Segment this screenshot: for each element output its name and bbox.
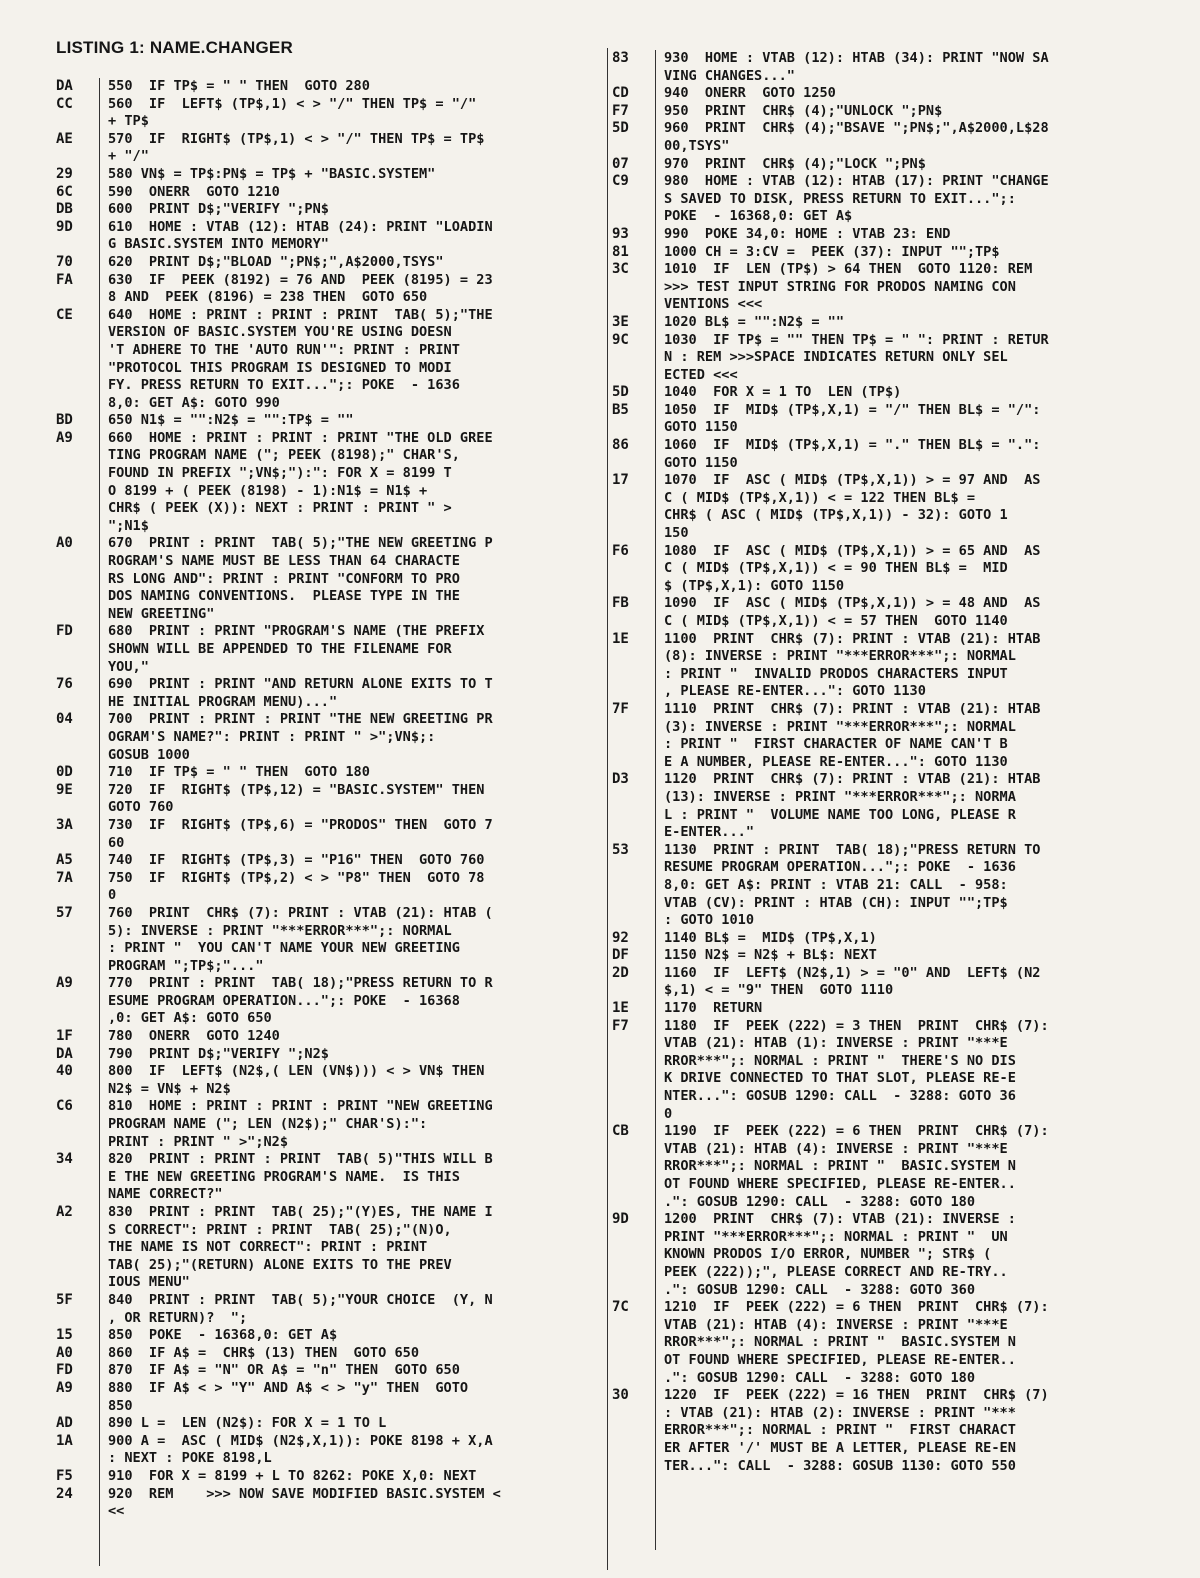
basic-code: 740 IF RIGHT$ (TP$,3) = "P16" THEN GOTO 760 (108, 852, 485, 869)
basic-code: 1020 BL$ = "":N2$ = "" (664, 313, 845, 330)
checksum: 34 (56, 1151, 73, 1168)
checksum: D3 (612, 771, 629, 788)
basic-code: 550 IF TP$ = " " THEN GOTO 280 (108, 78, 370, 94)
basic-code: 1080 IF ASC ( MID$ (TP$,X,1)) > = 65 AND AS C ( MID$ (TP$,X,1)) < = 90 THEN BL$ = MID $ (TP$,X,1): GOTO 1150 (664, 542, 1041, 594)
listing-line (56, 1345, 604, 1363)
basic-code: 810 HOME : PRINT : PRINT : PRINT "NEW GREETING PROGRAM NAME ("; LEN (N2$);" CHAR'S):": PRINT : PRINT " >";N2$ (108, 1098, 493, 1150)
checksum: 9C (612, 331, 629, 348)
basic-code: 1130 PRINT : PRINT TAB( 18);"PRESS RETURN TO RESUME PROGRAM OPERATION...";: POKE - 1636 8,0: GET A$: PRINT : VTAB 21: CALL - 958: VTAB (CV): PRINT : HTAB (CH): INPUT "";TP$ : GOTO 1010 (664, 841, 1041, 929)
checksum: 5D (612, 384, 629, 401)
basic-code: 1150 N2$ = N2$ + BL$: NEXT (664, 947, 877, 964)
listing-title: LISTING 1: NAME.CHANGER (56, 38, 293, 57)
checksum: A5 (56, 852, 73, 869)
checksum: 7F (612, 700, 629, 717)
listing-line (612, 261, 1172, 314)
listing-line (612, 314, 1172, 332)
checksum: AE (56, 130, 73, 147)
listing-line (612, 384, 1172, 402)
checksum: 29 (56, 165, 73, 182)
checksum: 1E (612, 630, 629, 647)
basic-code: 620 PRINT D$;"BLOAD ";PN$;",A$2000,TSYS" (108, 253, 444, 270)
checksum: FB (612, 595, 629, 612)
checksum: 1A (56, 1432, 73, 1449)
right-column (612, 50, 1172, 1475)
basic-code: 1040 FOR X = 1 TO LEN (TP$) (664, 384, 902, 401)
listing-line (612, 595, 1172, 630)
checksum: 3C (612, 261, 629, 278)
basic-code: 1220 IF PEEK (222) = 16 THEN PRINT CHR$ (7) : VTAB (21): HTAB (2): INVERSE : PRINT "*** ERROR***";: NORMAL : PRINT " FIRST CHARACT ER AFTER '/' MUST BE A LETTER, PLEASE RE-EN TER...": CALL - 3288: GOSUB 1130: GOTO 550 (664, 1387, 1049, 1474)
basic-code: 560 IF LEFT$ (TP$,1) < > "/" THEN TP$ = "/" + TP$ (108, 95, 477, 130)
checksum: 53 (612, 841, 629, 858)
basic-code: 660 HOME : PRINT : PRINT : PRINT "THE OLD GREE TING PROGRAM NAME ("; PEEK (8198);" CHAR'S, FOUND IN PREFIX ";VN$;"):": FOR X = 8199 T O 8199 + ( PEEK (8198) - 1):N1$ = N1$ + CHR$ ( PEEK (X)): NEXT : PRINT : PRINT " > ";N1$ (108, 429, 493, 534)
checksum: AD (56, 1415, 73, 1432)
basic-code: 920 REM >>> NOW SAVE MODIFIED BASIC.SYSTEM < << (108, 1485, 501, 1520)
listing-line (612, 1299, 1172, 1387)
listing-line (56, 1204, 604, 1292)
checksum: 5D (612, 120, 629, 137)
listing-line (56, 1151, 604, 1204)
basic-code: 630 IF PEEK (8192) = 76 AND PEEK (8195) = 23 8 AND PEEK (8196) = 238 THEN GOTO 650 (108, 271, 493, 306)
checksum: A9 (56, 975, 73, 992)
basic-code: 1140 BL$ = MID$ (TP$,X,1) (664, 929, 877, 946)
checksum: DA (56, 78, 73, 94)
basic-code: 820 PRINT : PRINT : PRINT TAB( 5)"THIS WILL B E THE NEW GREETING PROGRAM'S NAME. IS THIS NAME CORRECT?" (108, 1151, 493, 1203)
basic-code: 750 IF RIGHT$ (TP$,2) < > "P8" THEN GOTO 78 0 (108, 869, 485, 904)
listing-line (612, 965, 1172, 1000)
listing-line (56, 1486, 604, 1521)
listing-line (56, 184, 604, 202)
listing-line (56, 852, 604, 870)
checksum: A0 (56, 535, 73, 552)
checksum: FA (56, 271, 73, 288)
checksum: F5 (56, 1467, 73, 1484)
basic-code: 1180 IF PEEK (222) = 3 THEN PRINT CHR$ (7): VTAB (21): HTAB (1): INVERSE : PRINT "***E RROR***";: NORMAL : PRINT " THERE'S NO DIS K DRIVE CONNECTED TO THAT SLOT, PLEASE RE-E NTER...": GOSUB 1290: CALL - 3288: GOTO 36 0 (664, 1017, 1049, 1122)
listing-line (56, 905, 604, 975)
checksum: 9D (56, 218, 73, 235)
listing-line (612, 226, 1172, 244)
listing-line (612, 701, 1172, 771)
listing-line (612, 543, 1172, 596)
checksum: 70 (56, 253, 73, 270)
basic-code: 780 ONERR GOTO 1240 (108, 1028, 280, 1045)
checksum: F6 (612, 542, 629, 559)
basic-code: 1190 IF PEEK (222) = 6 THEN PRINT CHR$ (7): VTAB (21): HTAB (4): INVERSE : PRINT "***E RROR***";: NORMAL : PRINT " BASIC.SYSTEM N OT FOUND WHERE SPECIFIED, PLEASE RE-ENTER.. .": GOSUB 1290: CALL - 3288: GOTO 180 (664, 1123, 1049, 1210)
listing-line (612, 930, 1172, 948)
listing-line (56, 1028, 604, 1046)
basic-code: 610 HOME : VTAB (12): HTAB (24): PRINT "LOADIN G BASIC.SYSTEM INTO MEMORY" (108, 218, 493, 253)
basic-code: 760 PRINT CHR$ (7): PRINT : VTAB (21): HTAB ( 5): INVERSE : PRINT "***ERROR***";: NORMAL : PRINT " YOU CAN'T NAME YOUR NEW GREETING PROGRAM ";TP$;"..." (108, 904, 493, 974)
basic-code: 880 IF A$ < > "Y" AND A$ < > "y" THEN GOTO 850 (108, 1379, 469, 1414)
listing-line (612, 156, 1172, 174)
basic-code: 1160 IF LEFT$ (N2$,1) > = "0" AND LEFT$ (N2 $,1) < = "9" THEN GOTO 1110 (664, 964, 1041, 999)
listing-line (56, 1362, 604, 1380)
basic-code: 1120 PRINT CHR$ (7): PRINT : VTAB (21): HTAB (13): INVERSE : PRINT "***ERROR***";: NORMA L : PRINT " VOLUME NAME TOO LONG, PLEASE R E-ENTER..." (664, 771, 1041, 841)
checksum: 0D (56, 764, 73, 781)
listing-line (56, 430, 604, 536)
listing-line (612, 173, 1172, 226)
checksum: CD (612, 85, 629, 102)
listing-line (612, 842, 1172, 930)
listing-line (612, 50, 1172, 85)
listing-line (56, 1415, 604, 1433)
checksum: A9 (56, 429, 73, 446)
listing-line (612, 332, 1172, 385)
listing-line (56, 166, 604, 184)
checksum: 3A (56, 816, 73, 833)
checksum: C6 (56, 1098, 73, 1115)
column-divider (607, 48, 608, 1570)
checksum: 57 (56, 904, 73, 921)
checksum: A2 (56, 1204, 73, 1220)
basic-code: 830 PRINT : PRINT TAB( 25);"(Y)ES, THE NAME I S CORRECT": PRINT : PRINT TAB( 25);"(N)O, THE NAME IS NOT CORRECT": PRINT : PRINT TAB( 25);"(RETURN) ALONE EXITS TO THE PREV IOUS MENU" (108, 1204, 493, 1291)
listing-line (56, 870, 604, 905)
checksum: FD (56, 1362, 73, 1379)
basic-code: 1110 PRINT CHR$ (7): PRINT : VTAB (21): HTAB (3): INVERSE : PRINT "***ERROR***";: NORMAL : PRINT " FIRST CHARACTER OF NAME CAN'T B E A NUMBER, PLEASE RE-ENTER...": GOTO 1130 (664, 700, 1041, 770)
checksum: A0 (56, 1344, 73, 1361)
basic-code: 1060 IF MID$ (TP$,X,1) = "." THEN BL$ = ".": GOTO 1150 (664, 437, 1041, 471)
basic-code: 590 ONERR GOTO 1210 (108, 183, 280, 200)
checksum: CB (612, 1123, 629, 1140)
basic-code: 720 IF RIGHT$ (TP$,12) = "BASIC.SYSTEM" THEN GOTO 760 (108, 781, 485, 816)
listing-line (612, 437, 1172, 472)
listing-line (612, 402, 1172, 437)
checksum: 86 (612, 437, 629, 454)
basic-code: 900 A = ASC ( MID$ (N2$,X,1)): POKE 8198 + X,A : NEXT : POKE 8198,L (108, 1432, 493, 1467)
checksum: 93 (612, 225, 629, 242)
listing-line (612, 1018, 1172, 1124)
listing-line (56, 711, 604, 764)
basic-code: 690 PRINT : PRINT "AND RETURN ALONE EXITS TO T HE INITIAL PROGRAM MENU)..." (108, 676, 493, 710)
checksum: 1F (56, 1028, 73, 1045)
basic-code: 1170 RETURN (664, 1000, 763, 1017)
checksum: 1E (612, 1000, 629, 1017)
basic-code: 910 FOR X = 8199 + L TO 8262: POKE X,0: NEXT (108, 1467, 477, 1484)
listing-line (56, 782, 604, 817)
checksum: 2D (612, 964, 629, 981)
listing-line (56, 764, 604, 782)
basic-code: 890 L = LEN (N2$): FOR X = 1 TO L (108, 1415, 387, 1432)
listing-line (56, 623, 604, 676)
basic-code: 1000 CH = 3:CV = PEEK (37): INPUT "";TP$ (664, 243, 1000, 260)
checksum: 24 (56, 1485, 73, 1502)
listing-line (612, 1123, 1172, 1211)
listing-line (612, 1000, 1172, 1018)
basic-code: 850 POKE - 16368,0: GET A$ (108, 1327, 338, 1344)
checksum: CE (56, 306, 73, 323)
basic-code: 680 PRINT : PRINT "PROGRAM'S NAME (THE PREFIX SHOWN WILL BE APPENDED TO THE FILENAME FOR YOU," (108, 623, 485, 675)
listing-line (56, 219, 604, 254)
basic-code: 640 HOME : PRINT : PRINT : PRINT TAB( 5);"THE VERSION OF BASIC.SYSTEM YOU'RE USING DOESN 'T ADHERE TO THE 'AUTO RUN'": PRINT : PRINT "PROTOCOL THIS PROGRAM IS DESIGNED TO MODI FY. PRESS RETURN TO EXIT...";: POKE - 1636 8,0: GET A$: GOTO 990 (108, 306, 493, 411)
listing-line (612, 472, 1172, 542)
checksum: BD (56, 412, 73, 429)
listing-line (56, 1063, 604, 1098)
listing-line (56, 1098, 604, 1151)
checksum: 76 (56, 676, 73, 693)
listing-line (56, 78, 604, 96)
listing-line (56, 1292, 604, 1327)
basic-code: 1100 PRINT CHR$ (7): PRINT : VTAB (21): HTAB (8): INVERSE : PRINT "***ERROR***";: NORMAL : PRINT " INVALID PRODOS CHARACTERS INPUT , PLEASE RE-ENTER...": GOTO 1130 (664, 630, 1041, 700)
checksum: A9 (56, 1379, 73, 1396)
checksum: 9E (56, 781, 73, 798)
basic-code: 710 IF TP$ = " " THEN GOTO 180 (108, 764, 370, 781)
checksum: 5F (56, 1291, 73, 1308)
basic-code: 1070 IF ASC ( MID$ (TP$,X,1)) > = 97 AND AS C ( MID$ (TP$,X,1)) < = 122 THEN BL$ = CHR$ ( ASC ( MID$ (TP$,X,1)) - 32): GOTO 1 150 (664, 472, 1041, 542)
listing-line (56, 254, 604, 272)
listing-line (56, 1433, 604, 1468)
listing-line (612, 244, 1172, 262)
basic-code: 700 PRINT : PRINT : PRINT "THE NEW GREETING PR OGRAM'S NAME?": PRINT : PRINT " >";VN$;: GOSUB 1000 (108, 711, 493, 763)
checksum: 30 (612, 1387, 629, 1404)
checksum: 04 (56, 711, 73, 728)
checksum: CC (56, 95, 73, 112)
checksum: F7 (612, 1017, 629, 1034)
listing-line (56, 1327, 604, 1345)
checksum: 6C (56, 183, 73, 200)
listing-line (56, 412, 604, 430)
basic-code: 960 PRINT CHR$ (4);"BSAVE ";PN$;",A$2000,L$28 00,TSYS" (664, 120, 1049, 154)
listing-line (56, 817, 604, 852)
checksum: 9D (612, 1211, 629, 1228)
basic-code: 1200 PRINT CHR$ (7): VTAB (21): INVERSE : PRINT "***ERROR***";: NORMAL : PRINT " UN KNOWN PRODOS I/O ERROR, NUMBER "; STR$ ( PEEK (222));", PLEASE CORRECT AND RE-TRY.. .": GOSUB 1290: CALL - 3288: GOTO 360 (664, 1211, 1016, 1298)
basic-code: 1090 IF ASC ( MID$ (TP$,X,1)) > = 48 AND AS C ( MID$ (TP$,X,1)) < = 57 THEN GOTO 1140 (664, 595, 1041, 629)
listing-line (56, 131, 604, 166)
listing-line (56, 1046, 604, 1064)
basic-code: 790 PRINT D$;"VERIFY ";N2$ (108, 1045, 329, 1062)
basic-code: 950 PRINT CHR$ (4);"UNLOCK ";PN$ (664, 102, 943, 119)
listing-line (56, 1468, 604, 1486)
checksum: F7 (612, 102, 629, 119)
listing-line (56, 676, 604, 711)
checksum: DF (612, 947, 629, 964)
basic-code: 1010 IF LEN (TP$) > 64 THEN GOTO 1120: REM >>> TEST INPUT STRING FOR PRODOS NAMING CON VENTIONS <<< (664, 261, 1033, 313)
listing-line (612, 631, 1172, 701)
checksum: DA (56, 1045, 73, 1062)
basic-code: 930 HOME : VTAB (12): HTAB (34): PRINT "NOW SA VING CHANGES..." (664, 50, 1049, 84)
basic-code: 670 PRINT : PRINT TAB( 5);"THE NEW GREETING P ROGRAM'S NAME MUST BE LESS THAN 64 CHARACTE RS LONG AND": PRINT : PRINT "CONFORM TO PRO DOS NAMING CONVENTIONS. PLEASE TYPE IN THE NEW GREETING" (108, 535, 493, 622)
left-column (56, 78, 604, 1521)
checksum: 81 (612, 243, 629, 260)
basic-code: 730 IF RIGHT$ (TP$,6) = "PRODOS" THEN GOTO 7 60 (108, 816, 493, 851)
basic-code: 970 PRINT CHR$ (4);"LOCK ";PN$ (664, 155, 926, 172)
basic-code: 870 IF A$ = "N" OR A$ = "n" THEN GOTO 650 (108, 1362, 460, 1379)
checksum: 40 (56, 1063, 73, 1080)
basic-code: 580 VN$ = TP$:PN$ = TP$ + "BASIC.SYSTEM" (108, 165, 436, 182)
checksum: 17 (612, 472, 629, 489)
listing-line (612, 1387, 1172, 1475)
listing-line (56, 96, 604, 131)
checksum: 15 (56, 1327, 73, 1344)
listing-line (56, 535, 604, 623)
listing-line (56, 307, 604, 413)
checksum: 3E (612, 313, 629, 330)
basic-code: 650 N1$ = "":N2$ = "":TP$ = "" (108, 412, 354, 429)
checksum: 07 (612, 155, 629, 172)
listing-line (56, 201, 604, 219)
listing-line (612, 1211, 1172, 1299)
basic-code: 570 IF RIGHT$ (TP$,1) < > "/" THEN TP$ = TP$ + "/" (108, 130, 485, 165)
listing-line (612, 103, 1172, 121)
listing-line (56, 975, 604, 1028)
listing-line (612, 120, 1172, 155)
basic-code: 770 PRINT : PRINT TAB( 18);"PRESS RETURN TO R ESUME PROGRAM OPERATION...";: POKE - 16368 ,0: GET A$: GOTO 650 (108, 975, 493, 1027)
listing-line (612, 85, 1172, 103)
checksum: FD (56, 623, 73, 640)
checksum: 92 (612, 929, 629, 946)
listing-line (612, 947, 1172, 965)
listing-line (56, 1380, 604, 1415)
checksum: B5 (612, 401, 629, 418)
basic-code: 1050 IF MID$ (TP$,X,1) = "/" THEN BL$ = "/": GOTO 1150 (664, 401, 1041, 436)
listing-line (56, 272, 604, 307)
basic-code: 800 IF LEFT$ (N2$,( LEN (VN$))) < > VN$ THEN N2$ = VN$ + N2$ (108, 1063, 485, 1097)
basic-code: 1030 IF TP$ = "" THEN TP$ = " ": PRINT : RETUR N : REM >>>SPACE INDICATES RETURN ONLY SEL ECTED <<< (664, 331, 1049, 383)
checksum: DB (56, 201, 73, 218)
listing-line (612, 771, 1172, 841)
basic-code: 990 POKE 34,0: HOME : VTAB 23: END (664, 225, 951, 242)
checksum: 7A (56, 869, 73, 886)
checksum: 83 (612, 50, 629, 66)
basic-code: 860 IF A$ = CHR$ (13) THEN GOTO 650 (108, 1344, 419, 1361)
basic-code: 840 PRINT : PRINT TAB( 5);"YOUR CHOICE (Y, N , OR RETURN)? "; (108, 1291, 493, 1326)
basic-code: 600 PRINT D$;"VERIFY ";PN$ (108, 201, 329, 218)
checksum: 7C (612, 1299, 629, 1316)
basic-code: 940 ONERR GOTO 1250 (664, 85, 836, 102)
checksum: C9 (612, 173, 629, 190)
basic-code: 1210 IF PEEK (222) = 6 THEN PRINT CHR$ (7): VTAB (21): HTAB (4): INVERSE : PRINT "***E RROR***";: NORMAL : PRINT " BASIC.SYSTEM N OT FOUND WHERE SPECIFIED, PLEASE RE-ENTER.. .": GOSUB 1290: CALL - 3288: GOTO 180 (664, 1299, 1049, 1386)
basic-code: 980 HOME : VTAB (12): HTAB (17): PRINT "CHANGE S SAVED TO DISK, PRESS RETURN TO EXIT...";: POKE - 16368,0: GET A$ (664, 173, 1049, 225)
